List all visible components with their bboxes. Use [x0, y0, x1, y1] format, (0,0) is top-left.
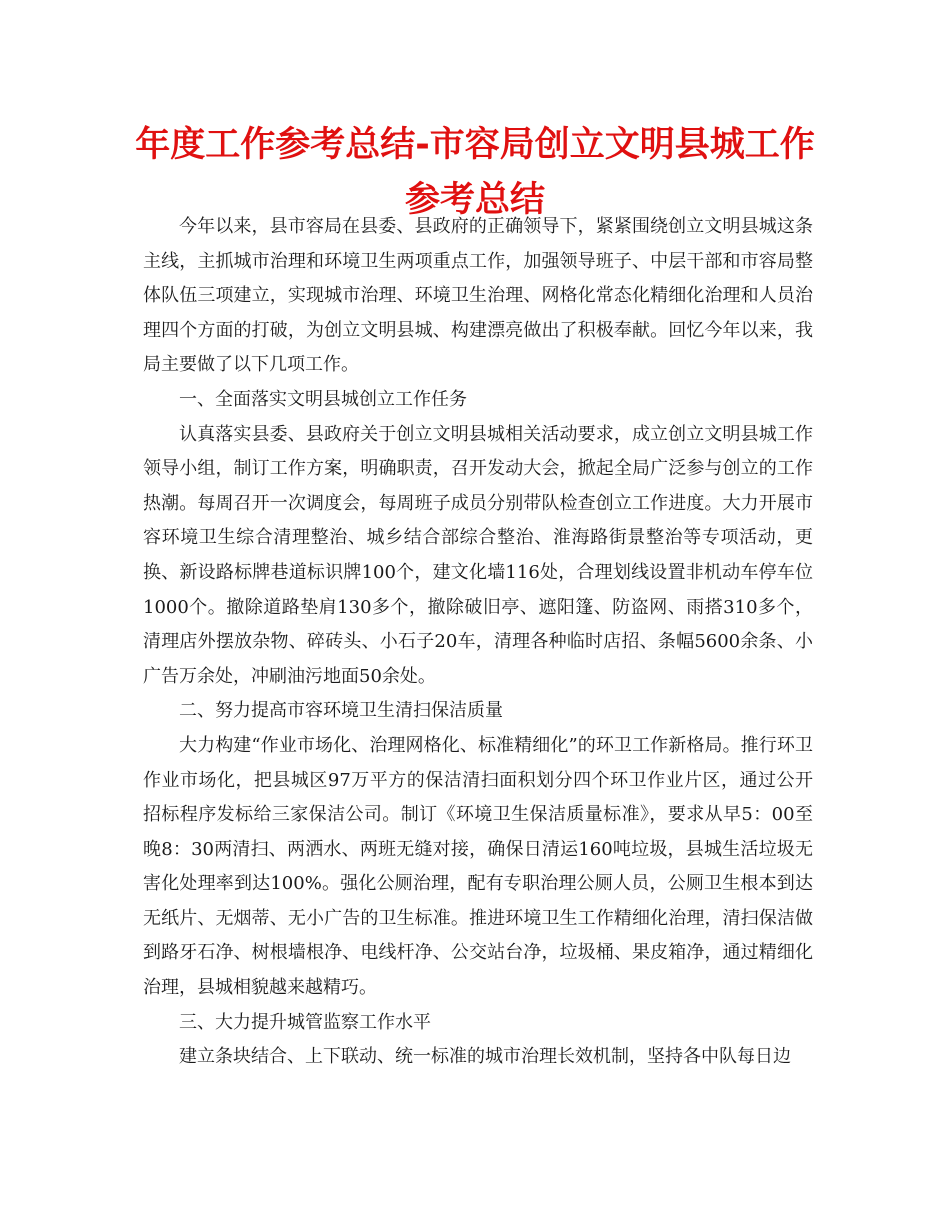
section-heading-1: 一、全面落实文明县城创立工作任务: [179, 388, 467, 410]
section-paragraph-1: 认真落实县委、县政府关于创立文明县城相关活动要求，成立创立文明县城工作领导小组，制订工作方案，明确职责，召开发动大会，掀起全局广泛参与创立的工作热潮。每周召开一次调度会，每周班子成员分别带队检查创立工作进度。大力开展市容环境卫生综合清理整治、城乡结合部综合整治、淮海路街景整治等专项活动，更换、新设路标牌巷道标识牌100个，建文化墙116处，合理划线设置非机动车停车位1000个。撤除道路垫肩130多个，撤除破旧亭、遮阳篷、防盗网、雨搭310多个，清理店外摆放杂物、碎砖头、小石子20车，清理各种临时店招、条幅5600余条、小广告万余处，冲刷油污地面50余处。: [143, 423, 813, 687]
section-heading-2: 二、努力提高市容环境卫生清扫保洁质量: [179, 700, 503, 722]
section-paragraph-3: 建立条块结合、上下联动、统一标准的城市治理长效机制，坚持各中队每日边: [179, 1046, 791, 1068]
section-heading-3: 三、大力提升城管监察工作水平: [179, 1011, 431, 1033]
intro-paragraph: 今年以来，县市容局在县委、县政府的正确领导下，紧紧围绕创立文明县城这条主线，主抓城市治理和环境卫生两项重点工作，加强领导班子、中层干部和市容局整体队伍三项建立，实现城市治理、环境卫生治理、网格化常态化精细化治理和人员治理四个方面的打破，为创立文明县城、构建漂亮做出了积极奉献。回忆今年以来，我局主要做了以下几项工作。: [143, 216, 813, 376]
document-title: 年度工作参考总结-市容局创立文明县城工作参考总结: [135, 125, 815, 220]
section-paragraph-2: 大力构建“作业市场化、治理网格化、标准精细化”的环卫工作新格局。推行环卫作业市场化，把县城区97万平方的保洁清扫面积划分四个环卫作业片区，通过公开招标程序发标给三家保洁公司。制订《环境卫生保洁质量标准》，要求从早5：00至晚8：30两清扫、两洒水、两班无缝对接，确保日清运160吨垃圾，县城生活垃圾无害化处理率到达100%。强化公厕治理，配有专职治理公厕人员，公厕卫生根本到达无纸片、无烟蒂、无小广告的卫生标准。推进环境卫生工作精细化治理，清扫保洁做到路牙石净、树根墙根净、电线杆净、公交站台净，垃圾桶、果皮箱净，通过精细化治理，县城相貌越来越精巧。: [143, 734, 813, 999]
document-body: [143, 210, 813, 1075]
